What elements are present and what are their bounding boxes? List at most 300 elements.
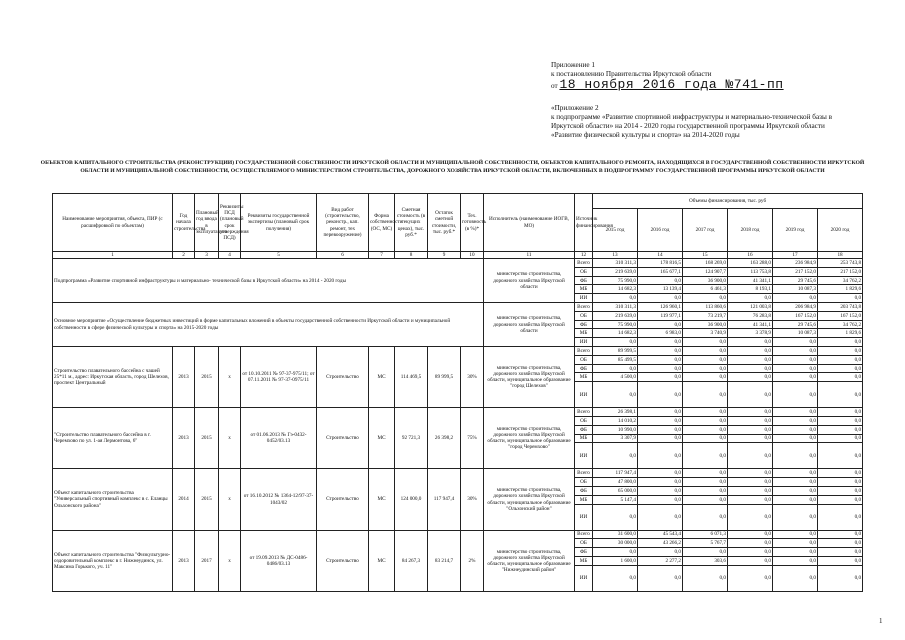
funding-value: 1 829,6 <box>818 285 863 294</box>
funding-value: 89 999,5 <box>593 347 638 356</box>
funding-value: 4 500,0 <box>593 373 638 382</box>
funding-source: ИИ <box>575 504 593 530</box>
funding-value: 0,0 <box>638 425 683 434</box>
funding-value: 0,0 <box>683 382 728 408</box>
column-number: 1 <box>53 252 173 259</box>
ownership-form: МС <box>369 469 395 530</box>
page-number: 1 <box>879 617 883 625</box>
funding-value: 0,0 <box>818 434 863 443</box>
work-type: Строительство <box>317 408 369 469</box>
funding-value: 0,0 <box>773 425 818 434</box>
object-name: "Строительство плавательного бассейна в г. Черемхово по ул. 1-ая Лермонтова, 6" <box>53 408 173 469</box>
table-row <box>53 303 863 312</box>
object-name: Строительство плавательного бассейна с чашей 25*11 м., адрес: Иркутская область, город Шелехов, проспект Центральный <box>53 347 173 408</box>
funding-value: 0,0 <box>638 495 683 504</box>
funding-value: 167 152,0 <box>773 311 818 320</box>
funding-value: 0,0 <box>728 565 773 591</box>
col-header-funding: Объемы финансирования, тыс. руб <box>593 194 863 209</box>
funding-value: 0,0 <box>773 347 818 356</box>
funding-value: 0,0 <box>818 294 863 303</box>
appendix-2-header <box>551 104 881 140</box>
col-header-year: 2019 год <box>773 209 818 252</box>
funding-value: 0,0 <box>638 320 683 329</box>
funding-value: 168 269,0 <box>683 259 728 268</box>
funding-source: МБ <box>575 285 593 294</box>
funding-value: 219 639,0 <box>593 311 638 320</box>
col-header-expertise: Реквизиты государственной экспертизы (плановый срок получения) <box>241 194 317 252</box>
funding-value: 0,0 <box>683 469 728 478</box>
funding-value: 0,0 <box>593 338 638 347</box>
finish-year: 2015 <box>195 347 219 408</box>
funding-value: 0,0 <box>818 487 863 496</box>
funding-value: 0,0 <box>683 338 728 347</box>
funding-value: 0,0 <box>638 478 683 487</box>
funding-value: 34 762,2 <box>818 276 863 285</box>
handwritten-date: 18 ноября 2016 года №741-пп <box>559 77 784 92</box>
funding-value: 0,0 <box>593 504 638 530</box>
funding-source: ИИ <box>575 443 593 469</box>
remaining-cost: 83 214,7 <box>428 530 461 591</box>
table-row <box>53 259 863 268</box>
technical-readiness: 2% <box>461 530 484 591</box>
col-header-name: Наименование мероприятия, объекта, ПИР (с расшифровкой по объектам) <box>53 194 173 252</box>
funding-value: 0,0 <box>728 478 773 487</box>
funding-value: 113 753,8 <box>728 267 773 276</box>
column-number: 10 <box>461 252 484 259</box>
funding-value: 0,0 <box>638 504 683 530</box>
funding-value: 0,0 <box>818 557 863 566</box>
column-number: 4 <box>219 252 241 259</box>
funding-value: 0,0 <box>683 487 728 496</box>
funding-source: Всего <box>575 408 593 417</box>
program-name: Подпрограмма «Развитие спортивной инфраструктуры и материально- технической базы в Иркутской области» на 2014 - 2020 годы <box>53 259 484 303</box>
appendix-1-header <box>551 61 784 91</box>
funding-value: 124 907,7 <box>683 267 728 276</box>
funding-value: 0,0 <box>728 373 773 382</box>
col-header-year: 2016 год <box>638 209 683 252</box>
funding-value: 43 266,2 <box>638 539 683 548</box>
column-number: 14 <box>638 252 683 259</box>
funding-source: Всего <box>575 530 593 539</box>
start-year: 2013 <box>173 347 195 408</box>
funding-value: 0,0 <box>728 443 773 469</box>
funding-value: 65 000,0 <box>593 487 638 496</box>
funding-source: ИИ <box>575 382 593 408</box>
funding-value: 163 288,0 <box>728 259 773 268</box>
funding-value: 0,0 <box>638 548 683 557</box>
funding-value: 0,0 <box>683 294 728 303</box>
funding-value: 0,0 <box>728 425 773 434</box>
funding-value: 0,0 <box>638 364 683 373</box>
funding-value: 0,0 <box>728 364 773 373</box>
col-header-rest: Остаток сметной стоимости, тыс. руб.* <box>428 194 461 252</box>
funding-value: 206 984,9 <box>773 303 818 312</box>
funding-value: 0,0 <box>683 495 728 504</box>
work-type: Строительство <box>317 347 369 408</box>
funding-source: ИИ <box>575 338 593 347</box>
funding-value: 0,0 <box>683 425 728 434</box>
funding-value: 0,0 <box>728 487 773 496</box>
work-type: Строительство <box>317 469 369 530</box>
funding-value: 0,0 <box>638 408 683 417</box>
funding-value: 0,0 <box>593 364 638 373</box>
funding-value: 3 307,9 <box>593 434 638 443</box>
appendix-title: «Приложение 2 <box>551 104 599 112</box>
psd-requisites: х <box>219 530 241 591</box>
finish-year: 2015 <box>195 408 219 469</box>
ownership-form: МС <box>369 347 395 408</box>
funding-value: 217 152,0 <box>773 267 818 276</box>
funding-value: 47 800,0 <box>593 478 638 487</box>
funding-value: 0,0 <box>773 364 818 373</box>
funding-value: 0,0 <box>593 548 638 557</box>
funding-value: 0,0 <box>683 364 728 373</box>
funding-source: ФБ <box>575 487 593 496</box>
funding-value: 10 990,0 <box>593 425 638 434</box>
funding-value: 126 960,1 <box>638 303 683 312</box>
funding-value: 0,0 <box>728 417 773 426</box>
funding-value: 0,0 <box>728 539 773 548</box>
funding-value: 36 900,0 <box>683 320 728 329</box>
appendix-line: Иркутской области» на 2014 - 2020 годы государственной программы Иркутской области <box>551 122 825 130</box>
funding-value: 0,0 <box>683 565 728 591</box>
col-header-readiness: Тех. готовность (в %)* <box>461 194 484 252</box>
funding-value: 1 829,6 <box>818 329 863 338</box>
column-number: 7 <box>369 252 395 259</box>
funding-value: 0,0 <box>818 382 863 408</box>
funding-value: 0,0 <box>818 443 863 469</box>
funding-value: 310 311,3 <box>593 303 638 312</box>
psd-requisites: х <box>219 408 241 469</box>
funding-value: 0,0 <box>683 548 728 557</box>
funding-value: 31 600,0 <box>593 530 638 539</box>
work-type: Строительство <box>317 530 369 591</box>
header-row <box>53 194 863 209</box>
funding-value: 0,0 <box>638 443 683 469</box>
funding-source: Всего <box>575 469 593 478</box>
objects-table <box>52 193 863 592</box>
funding-value: 75 990,0 <box>593 320 638 329</box>
column-numbers-row <box>53 252 863 259</box>
date-prefix: от <box>551 82 558 90</box>
column-number: 12 <box>575 252 593 259</box>
executor-cell: министерство строительства, дорожного хозяйства Иркутской области, муниципальное образование "город Черемхово" <box>484 408 575 469</box>
funding-value: 0,0 <box>683 373 728 382</box>
col-header-year: 2018 год <box>728 209 773 252</box>
funding-value: 0,0 <box>683 434 728 443</box>
remaining-cost: 117 947,4 <box>428 469 461 530</box>
funding-source: МБ <box>575 557 593 566</box>
funding-value: 0,0 <box>773 495 818 504</box>
executor-cell: министерство строительства, дорожного хозяйства Иркутской области, муниципальное образование "Нижнеудинский район" <box>484 530 575 591</box>
funding-value: 6 071,3 <box>683 530 728 539</box>
psd-requisites: х <box>219 469 241 530</box>
col-header-executor: Исполнитель (наименование ИОГВ, МО) <box>484 194 575 252</box>
col-header-cost: Сметная стоимость (в текущих ценах), тыс. руб.* <box>395 194 428 252</box>
col-header-source: Источник финансирования <box>575 194 593 252</box>
funding-value: 0,0 <box>773 469 818 478</box>
funding-value: 121 003,8 <box>728 303 773 312</box>
funding-source: МБ <box>575 373 593 382</box>
column-number: 16 <box>728 252 773 259</box>
col-header-year: 2020 год <box>818 209 863 252</box>
funding-value: 0,0 <box>773 487 818 496</box>
funding-source: ОБ <box>575 267 593 276</box>
funding-value: 3 378,9 <box>728 329 773 338</box>
funding-value: 26 398,1 <box>593 408 638 417</box>
header-line: Приложение 1 <box>551 61 595 69</box>
funding-value: 5 147,4 <box>593 495 638 504</box>
table-row <box>53 530 863 539</box>
funding-value: 30 000,0 <box>593 539 638 548</box>
funding-value: 0,0 <box>683 443 728 469</box>
funding-value: 8 193,1 <box>728 285 773 294</box>
funding-value: 0,0 <box>683 347 728 356</box>
table-row <box>53 347 863 356</box>
start-year: 2013 <box>173 408 195 469</box>
funding-value: 0,0 <box>683 408 728 417</box>
start-year: 2013 <box>173 530 195 591</box>
funding-value: 0,0 <box>818 548 863 557</box>
funding-value: 0,0 <box>773 478 818 487</box>
psd-requisites: х <box>219 347 241 408</box>
ownership-form: МС <box>369 408 395 469</box>
funding-value: 1 600,0 <box>593 557 638 566</box>
col-header-work: Вид работ (строительство, реконстр., кап. ремонт, тех перевооружение) <box>317 194 369 252</box>
funding-value: 0,0 <box>818 373 863 382</box>
funding-value: 0,0 <box>638 469 683 478</box>
funding-value: 6 983,0 <box>638 329 683 338</box>
funding-value: 0,0 <box>773 294 818 303</box>
expertise-requisites: от 10.10.2011 № 97-37-975/11; от 07.11.2011 № 97-37-0975/11 <box>241 347 317 408</box>
funding-source: Всего <box>575 347 593 356</box>
funding-source: ОБ <box>575 417 593 426</box>
funding-value: 34 762,2 <box>818 320 863 329</box>
funding-value: 0,0 <box>818 338 863 347</box>
funding-value: 0,0 <box>773 530 818 539</box>
executor-cell: министерство строительства, дорожного хозяйства Иркутской области, муниципальное образование "Ольхонский район" <box>484 469 575 530</box>
funding-source: МБ <box>575 434 593 443</box>
funding-value: 29 745,6 <box>773 276 818 285</box>
funding-value: 41 341,1 <box>728 276 773 285</box>
funding-value: 167 152,0 <box>818 311 863 320</box>
finish-year: 2017 <box>195 530 219 591</box>
funding-value: 10 087,3 <box>773 329 818 338</box>
col-header-psd: Реквизиты ПСД (плановый срок утверждения ПСД) <box>219 194 241 252</box>
funding-value: 0,0 <box>773 565 818 591</box>
funding-value: 0,0 <box>773 434 818 443</box>
funding-value: 0,0 <box>638 565 683 591</box>
remaining-cost: 89 999,5 <box>428 347 461 408</box>
funding-value: 0,0 <box>728 504 773 530</box>
funding-value: 0,0 <box>728 548 773 557</box>
funding-value: 6 461,3 <box>683 285 728 294</box>
funding-value: 14 010,2 <box>593 417 638 426</box>
funding-value: 0,0 <box>773 443 818 469</box>
funding-value: 0,0 <box>728 530 773 539</box>
funding-value: 0,0 <box>638 355 683 364</box>
estimated-cost: 124 000,0 <box>395 469 428 530</box>
funding-value: 236 984,9 <box>773 259 818 268</box>
column-number: 9 <box>428 252 461 259</box>
funding-source: ФБ <box>575 548 593 557</box>
col-header-finish: Плановый год ввода в эксплуатацию <box>195 194 219 252</box>
estimated-cost: 114 469,5 <box>395 347 428 408</box>
funding-value: 0,0 <box>773 338 818 347</box>
funding-value: 0,0 <box>773 417 818 426</box>
funding-value: 0,0 <box>683 355 728 364</box>
funding-source: ФБ <box>575 364 593 373</box>
column-number: 11 <box>484 252 575 259</box>
object-name: Объект капитального строительства "Физкультурно-оздоровительный комплекс в г. Нижнеудинск, ул. Максима Горького, уч. 11" <box>53 530 173 591</box>
funding-value: 0,0 <box>683 504 728 530</box>
funding-value: 0,0 <box>638 434 683 443</box>
funding-value: 0,0 <box>773 382 818 408</box>
funding-value: 0,0 <box>728 557 773 566</box>
column-number: 15 <box>683 252 728 259</box>
technical-readiness: 30% <box>461 347 484 408</box>
funding-value: 0,0 <box>728 347 773 356</box>
funding-value: 45 543,4 <box>638 530 683 539</box>
funding-value: 3 740,9 <box>683 329 728 338</box>
funding-value: 119 977,1 <box>638 311 683 320</box>
funding-value: 0,0 <box>773 504 818 530</box>
funding-value: 0,0 <box>773 548 818 557</box>
expertise-requisites: от 19.09.2013 № ДС-0486-0486/03.13 <box>241 530 317 591</box>
funding-value: 0,0 <box>773 355 818 364</box>
funding-value: 0,0 <box>683 417 728 426</box>
estimated-cost: 84 267,3 <box>395 530 428 591</box>
funding-value: 10 087,3 <box>773 285 818 294</box>
technical-readiness: 30% <box>461 469 484 530</box>
funding-value: 117 947,4 <box>593 469 638 478</box>
funding-value: 2 277,2 <box>638 557 683 566</box>
funding-value: 0,0 <box>638 347 683 356</box>
funding-source: МБ <box>575 495 593 504</box>
col-header-start: Год начала строительства <box>173 194 195 252</box>
funding-value: 0,0 <box>773 373 818 382</box>
executor-cell: министерство строительства, дорожного хозяйства Иркутской области <box>484 259 575 303</box>
expertise-requisites: от 01.06.2013 № Гэ-0432-0452/03.13 <box>241 408 317 469</box>
document-title: ОБЪЕКТОВ КАПИТАЛЬНОГО СТРОИТЕЛЬСТВА (РЕКОНСТРУКЦИИ) ГОСУДАРСТВЕННОЙ СОБСТВЕННОСТИ ИРКУТСКОЙ ОБЛАСТИ И МУНИЦИПАЛЬНОЙ СОБСТВЕННОСТИ, ОБЪЕКТОВ КАПИТАЛЬНОГО РЕМОНТА, НАХОДЯЩИХСЯ В ГОСУДАРСТВЕННОЙ СОБСТВЕННОСТИ ИРКУТСКОЙ ОБЛАСТИ И МУНИЦИПАЛЬНОЙ СОБСТВЕННОСТИ, ОСУЩЕСТВЛЯЕМОГО МИНИСТЕРСТВОМ СТРОИТЕЛЬСТВА, ДОРОЖНОГО ХОЗЯЙСТВА ИРКУТСКОЙ ОБЛАСТИ, ВКЛЮЧЕННЫХ В ПОДПРОГРАММУ ГОСУДАРСТВЕННОЙ ПРОГРАММЫ ИРКУТСКОЙ ОБЛАСТИ <box>40 160 865 174</box>
funding-value: 113 860,6 <box>683 303 728 312</box>
funding-value: 0,0 <box>638 294 683 303</box>
funding-value: 36 900,0 <box>683 276 728 285</box>
funding-value: 41 341,1 <box>728 320 773 329</box>
technical-readiness: 75% <box>461 408 484 469</box>
funding-value: 303,6 <box>683 557 728 566</box>
funding-value: 0,0 <box>683 478 728 487</box>
funding-value: 14 682,3 <box>593 285 638 294</box>
funding-value: 0,0 <box>818 364 863 373</box>
funding-value: 0,0 <box>593 294 638 303</box>
column-number: 6 <box>317 252 369 259</box>
funding-source: ФБ <box>575 425 593 434</box>
funding-value: 0,0 <box>638 417 683 426</box>
funding-value: 0,0 <box>728 469 773 478</box>
funding-source: ОБ <box>575 478 593 487</box>
remaining-cost: 26 398,2 <box>428 408 461 469</box>
funding-value: 14 682,3 <box>593 329 638 338</box>
column-number: 8 <box>395 252 428 259</box>
funding-value: 75 990,0 <box>593 276 638 285</box>
funding-source: ИИ <box>575 294 593 303</box>
funding-value: 310 311,3 <box>593 259 638 268</box>
ownership-form: МС <box>369 530 395 591</box>
executor-cell: министерство строительства, дорожного хозяйства Иркутской области, муниципальное образование "город Шелехов" <box>484 347 575 408</box>
funding-source: МБ <box>575 329 593 338</box>
funding-source: ИИ <box>575 565 593 591</box>
column-number: 17 <box>773 252 818 259</box>
funding-value: 0,0 <box>773 408 818 417</box>
funding-value: 76 283,8 <box>728 311 773 320</box>
funding-value: 0,0 <box>728 338 773 347</box>
funding-value: 217 152,0 <box>818 267 863 276</box>
funding-value: 85 499,5 <box>593 355 638 364</box>
funding-value: 0,0 <box>818 478 863 487</box>
funding-value: 0,0 <box>638 338 683 347</box>
funding-value: 0,0 <box>818 355 863 364</box>
funding-value: 0,0 <box>728 495 773 504</box>
table-row <box>53 408 863 417</box>
funding-value: 0,0 <box>638 373 683 382</box>
column-number: 5 <box>241 252 317 259</box>
funding-value: 0,0 <box>728 434 773 443</box>
funding-value: 0,0 <box>818 469 863 478</box>
funding-value: 0,0 <box>638 487 683 496</box>
funding-value: 0,0 <box>818 530 863 539</box>
header-line: к постановлению Правительства Иркутской области <box>551 70 712 78</box>
funding-value: 0,0 <box>818 425 863 434</box>
funding-value: 0,0 <box>773 557 818 566</box>
funding-value: 0,0 <box>593 382 638 408</box>
funding-value: 0,0 <box>728 408 773 417</box>
resolution-date <box>551 77 784 92</box>
program-name: Основное мероприятие «Осуществление бюджетных инвестиций в форме капитальных вложений в объекты государственной собственности Иркутской области и муниципальной собственности в сфере физической культуры и спорта» на 2015-2020 годы <box>53 303 484 347</box>
appendix-line: к подпрограмме «Развитие спортивной инфраструктуры и материально-технической базы в <box>551 113 832 121</box>
column-number: 3 <box>195 252 219 259</box>
funding-value: 0,0 <box>818 408 863 417</box>
funding-value: 0,0 <box>773 539 818 548</box>
appendix-line: «Развитие физической культуры и спорта» на 2014-2020 годы <box>551 131 740 139</box>
funding-source: ФБ <box>575 276 593 285</box>
funding-value: 178 816,5 <box>638 259 683 268</box>
funding-value: 165 677,1 <box>638 267 683 276</box>
col-header-year: 2017 год <box>683 209 728 252</box>
column-number: 13 <box>593 252 638 259</box>
funding-value: 0,0 <box>728 294 773 303</box>
finish-year: 2015 <box>195 469 219 530</box>
table-row <box>53 469 863 478</box>
expertise-requisites: от 16.10.2012 № 1364-12/97-37-1043/02 <box>241 469 317 530</box>
funding-value: 73 219,7 <box>683 311 728 320</box>
funding-source: Всего <box>575 303 593 312</box>
funding-value: 29 745,6 <box>773 320 818 329</box>
table-body <box>53 259 863 592</box>
object-name: Объект капитального строительства "Универсальный спортивный комплекс в с. Еланцы Ольхонского района" <box>53 469 173 530</box>
funding-value: 0,0 <box>728 355 773 364</box>
executor-cell: министерство строительства, дорожного хозяйства Иркутской области <box>484 303 575 347</box>
funding-value: 203 743,8 <box>818 303 863 312</box>
funding-value: 5 767,7 <box>683 539 728 548</box>
funding-value: 0,0 <box>818 347 863 356</box>
funding-value: 0,0 <box>818 417 863 426</box>
funding-value: 13 139,4 <box>638 285 683 294</box>
funding-value: 0,0 <box>818 495 863 504</box>
funding-source: ОБ <box>575 539 593 548</box>
funding-value: 0,0 <box>593 443 638 469</box>
funding-value: 0,0 <box>728 382 773 408</box>
